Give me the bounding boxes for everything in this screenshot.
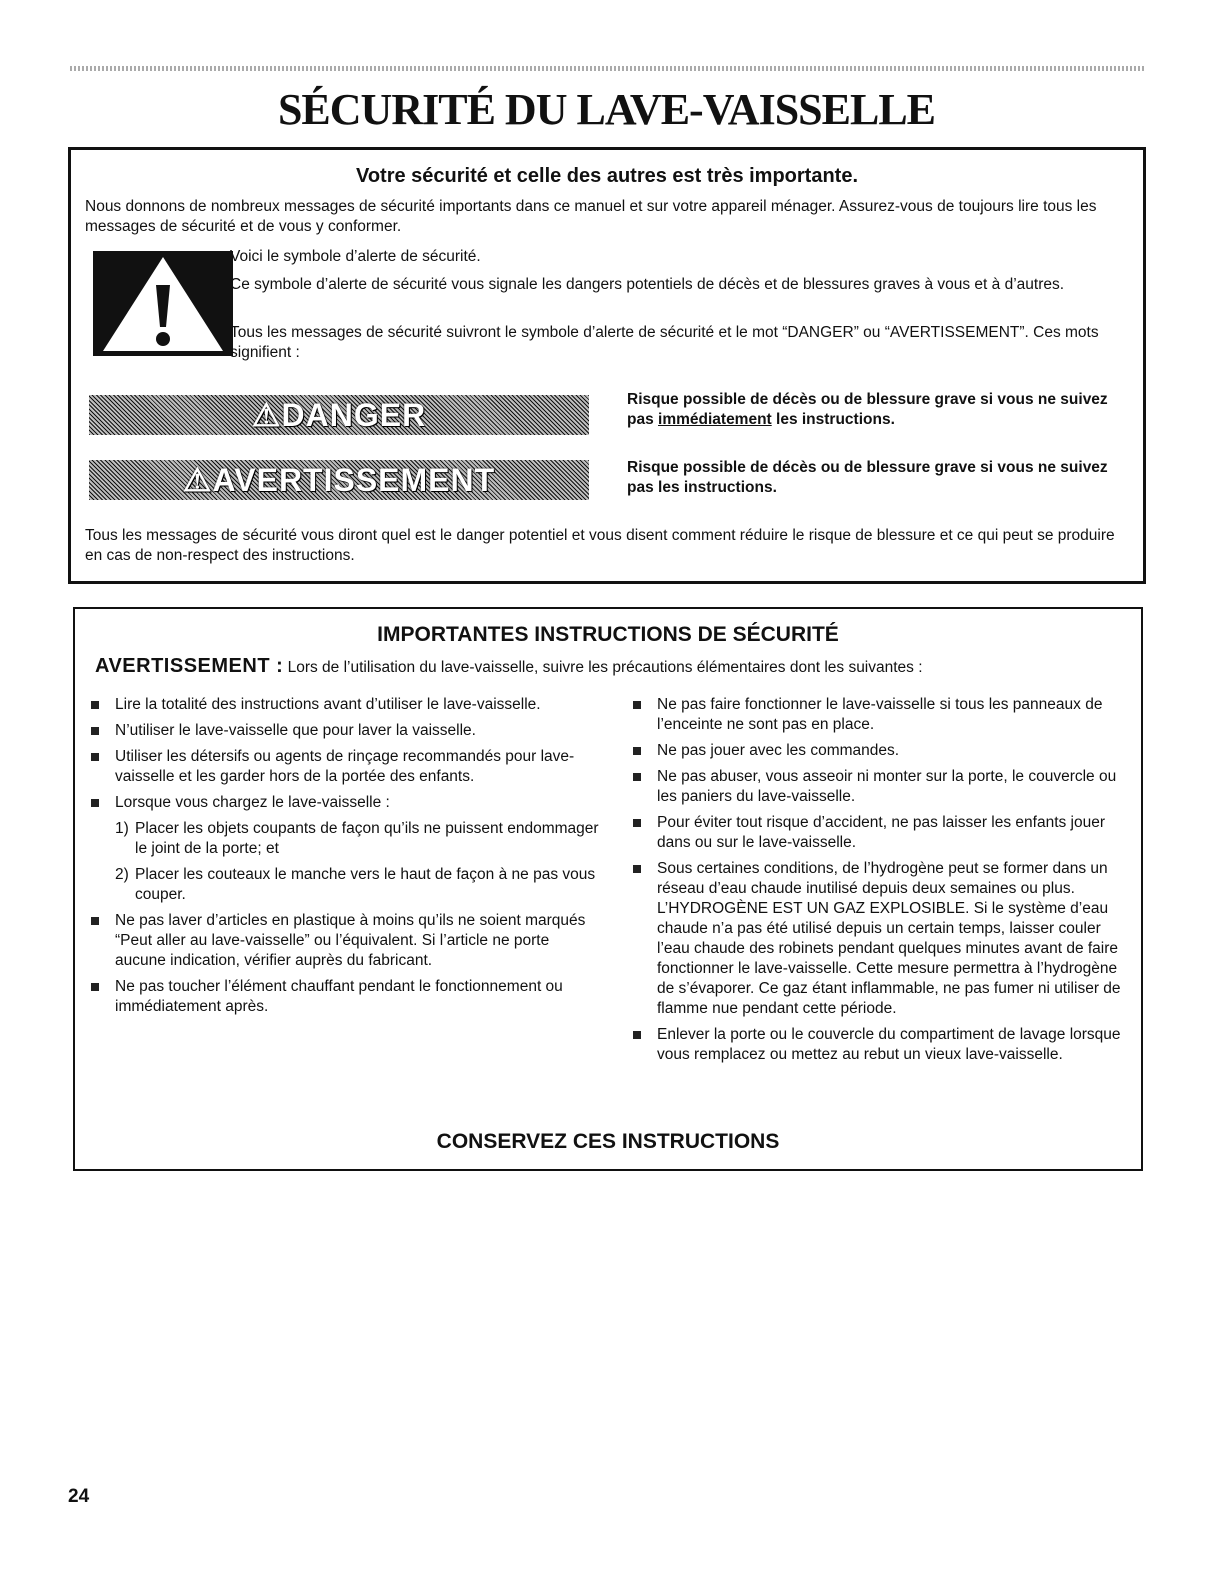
- list-item: Ne pas toucher l’élément chauffant pendant le fonctionnement ou immédiatement après.: [89, 977, 601, 1017]
- instructions-box: [73, 607, 1143, 1171]
- bullet-icon: [633, 773, 641, 781]
- list-item: Ne pas faire fonctionner le lave-vaisselle si tous les panneaux de l’enceinte ne sont pas en place.: [631, 695, 1137, 735]
- bullet-icon: [91, 917, 99, 925]
- danger-label: ⚠DANGER: [251, 397, 427, 433]
- instructions-right-column: [631, 695, 1137, 1071]
- list-item: Lire la totalité des instructions avant d’utiliser le lave-vaisselle.: [89, 695, 601, 715]
- page-number: 24: [68, 1486, 90, 1507]
- symbol-description-2: Ce symbole d’alerte de sécurité vous signale les dangers potentiels de décès et de blessures graves à vous et à d’autres.: [230, 276, 1065, 293]
- bullet-icon: [633, 1031, 641, 1039]
- bullet-icon: [633, 701, 641, 709]
- list-item: Sous certaines conditions, de l’hydrogène peut se former dans un réseau d’eau chaude inutilisé depuis deux semaines ou plus. L’HYDROGÈNE EST UN GAZ EXPLOSIBLE. Si le système d’eau chaude n’a pas été utilisé depuis un certain temps, laisser couler l’eau chaude des robinets pendant quelques minutes avant de faire fonctionner le lave-vaisselle. Cette mesure permettra à l’hydrogène de s’évaporer. Ce gaz étant inflammable, ne pas fumer ni utiliser de flamme nue pendant cette période.: [631, 859, 1137, 1019]
- list-item: Utiliser les détersifs ou agents de rinçage recommandés pour lave-vaisselle et les garder hors de la portée des enfants.: [89, 747, 601, 787]
- bullet-icon: [633, 865, 641, 873]
- warning-description: Risque possible de décès ou de blessure grave si vous ne suivez pas les instructions.: [627, 459, 1108, 496]
- list-item: Pour éviter tout risque d’accident, ne pas laisser les enfants jouer dans ou sur le lave-vaisselle.: [631, 813, 1137, 853]
- safety-outro-text: Tous les messages de sécurité vous diront quel est le danger potentiel et vous disent comment réduire le risque de blessure et ce qui peut se produire en cas de non-respect des instructions.: [85, 527, 1115, 564]
- bullet-icon: [91, 799, 99, 807]
- bullet-icon: [91, 983, 99, 991]
- list-item: Lorsque vous chargez le lave-vaisselle :: [89, 793, 601, 813]
- safety-alert-icon: [93, 251, 233, 356]
- list-item: Enlever la porte ou le couvercle du compartiment de lavage lorsque vous remplacez ou mettez au rebut un vieux lave-vaisselle.: [631, 1025, 1137, 1065]
- danger-banner: [89, 395, 589, 435]
- symbol-description-1: Voici le symbole d’alerte de sécurité.: [230, 248, 481, 265]
- bullet-icon: [91, 753, 99, 761]
- page-title: SÉCURITÉ DU LAVE-VAISSELLE: [277, 85, 936, 134]
- instructions-left-column: [89, 695, 601, 1023]
- list-item: Ne pas jouer avec les commandes.: [631, 741, 1137, 761]
- instructions-warning-label: AVERTISSEMENT :: [95, 655, 284, 677]
- list-item: N’utiliser le lave-vaisselle que pour laver la vaisselle.: [89, 721, 601, 741]
- list-item: Ne pas abuser, vous asseoir ni monter sur la porte, le couvercle ou les paniers du lave-vaisselle.: [631, 767, 1137, 807]
- safety-intro-text: Nous donnons de nombreux messages de sécurité importants dans ce manuel et sur votre appareil ménager. Assurez-vous de toujours lire tous les messages de sécurité et de vous y conformer.: [85, 198, 1097, 235]
- list-item: Ne pas laver d’articles en plastique à moins qu’ils ne soient marqués “Peut aller au lave-vaisselle” ou l’équivalent. Si l’article ne porte aucune indication, vérifier auprès du fabricant.: [89, 911, 601, 971]
- symbol-description-3: Tous les messages de sécurité suivront le symbole d’alerte de sécurité et le mot “DANGER” ou “AVERTISSEMENT”. Ces mots signifient :: [230, 324, 1099, 361]
- bullet-icon: [91, 701, 99, 709]
- keep-instructions-footer: CONSERVEZ CES INSTRUCTIONS: [436, 1130, 780, 1153]
- numbered-sub-item: 1) Placer les objets coupants de façon qu’ils ne puissent endommager le joint de la porte; et: [115, 820, 599, 857]
- bullet-icon: [633, 747, 641, 755]
- bullet-icon: [633, 819, 641, 827]
- safety-heading: Votre sécurité et celle des autres est très importante.: [355, 165, 859, 187]
- instructions-heading: IMPORTANTES INSTRUCTIONS DE SÉCURITÉ: [377, 623, 839, 646]
- numbered-sub-item: 2) Placer les couteaux le manche vers le haut de façon à ne pas vous couper.: [115, 866, 596, 903]
- emphasis-immediately: immédiatement: [658, 411, 772, 428]
- instructions-warning: [95, 655, 923, 678]
- bullet-icon: [91, 727, 99, 735]
- warning-banner: [89, 460, 589, 500]
- safety-intro-box: [68, 147, 1146, 584]
- instructions-warning-text: Lors de l’utilisation du lave-vaisselle, suivre les précautions élémentaires dont les suivantes :: [283, 659, 923, 676]
- header-dotted-rule: [70, 66, 1145, 71]
- danger-description: Risque possible de décès ou de blessure grave si vous ne suivez pas immédiatement les instructions.: [627, 391, 1108, 428]
- warning-label: ⚠AVERTISSEMENT: [182, 462, 496, 498]
